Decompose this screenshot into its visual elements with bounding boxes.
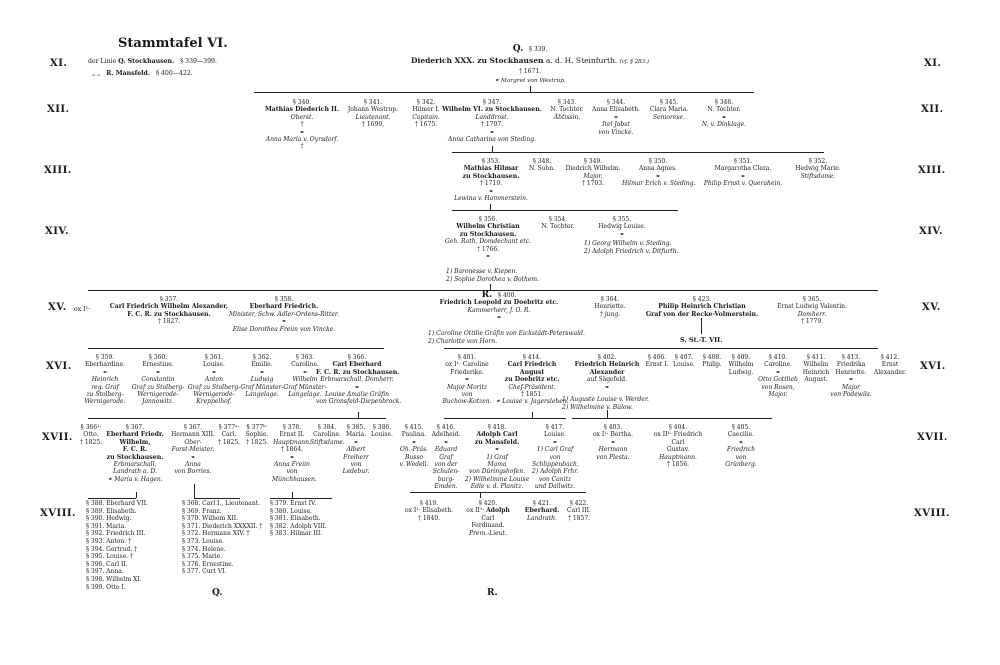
footer-line-r: R. [487, 588, 498, 598]
connector [254, 92, 754, 93]
person-357: § 357. Carl Friedrich Wilhelm Alexander, F. C. R. zu Stockhausen. † 1827. [109, 296, 229, 326]
gen-label-right-15: XV. [922, 302, 941, 313]
person-366a: § 366¹· Otto. † 1825. [79, 424, 103, 446]
person-359: § 359. Eberhardine. ⚭ Heinrich reg. Graf zu Stolberg- Wernigerode. [84, 354, 126, 406]
connector [452, 210, 678, 211]
person-349: § 349. Diedrich Wilhelm. Major. † 1703. [565, 158, 621, 188]
person-360: § 360. Ernestine. ⚭ Constantin Graf zu Stolberg- Wernigerode- Jannowitz. [131, 354, 185, 406]
gen-label-left-18: XVIII. [40, 508, 77, 519]
connector [88, 418, 386, 419]
person-358: § 358. Eberhard Friedrich. Minister, Schw. Adler-Ordens-Ritter. ⚭ Elise Dorothea Freiin von Vincke. [228, 296, 340, 333]
connector [194, 484, 195, 498]
person-402-spouses: 1) Auguste Louise v. Werder. 2) Wilhelmine v. Bülow. [562, 396, 649, 411]
marker-ox1: ox I¹· [74, 306, 91, 313]
gen-label-right-13: XIII. [918, 165, 946, 176]
person-402: § 402. Friedrich Heinrich Alexander auf Sägefeld. ⚭ [574, 354, 640, 391]
gen-label-left-17: XVII. [42, 432, 73, 443]
person-423: § 423. Philip Heinrich Christian Graf von der Recke-Volmerstein. [645, 296, 759, 318]
person-406: § 406. Ernst I. [645, 354, 669, 369]
person-420: § 420. ox II¹· Adolph Carl Ferdinand. Prem.-Lieut. [466, 500, 510, 537]
person-342: § 342. Hilmer I. Capitain. † 1675. [412, 99, 440, 129]
person-408: § 408. Philip. [702, 354, 722, 369]
person-367b: § 367. Hermann XIII. Ober- Forst-Meister. ⚭ Anna von Borries. [171, 424, 215, 476]
person-356: § 356. Wilhelm Christian zu Stockhausen. Geh. Rath, Domdechant etc. † 1766. ⚭ [444, 216, 532, 261]
person-386: § 386. Louise. [371, 424, 393, 439]
person-400: R. § 400. Friedrich Leopold zu Doebritz etc. Kammerherr, J. O. R. ⚭ [439, 290, 559, 322]
connector [444, 418, 566, 419]
person-378: § 378. Ernst II. Hauptmann. † 1864. ⚭ Anna Freiin von Münchhausen. [272, 424, 317, 483]
person-367: § 367. Eberhard Friedr. Wilhelm, F. C. R. zu Stockhausen. Erbmarschall, Landrath a. D. ⚭ Maria v. Hagen. [106, 424, 164, 483]
person-352: § 352. Hedwig Marie. Stiftsdame. [795, 158, 841, 180]
gen-label-right-17: XVII. [917, 432, 948, 443]
person-348: § 348. N. Sohn. [528, 158, 556, 173]
person-354: § 354. N. Tochter. [541, 216, 575, 231]
person-366: § 366. Carl Eberhard F. C. R. zu Stockhausen. Erbmarschall, Domherr. ⚭ Louise Amalie Gräfin von Gronsfeld-Diepenbrock. [316, 354, 402, 406]
gen-label-left-15: XV. [48, 302, 67, 313]
person-340: § 340. Mathias Diederich II. Oberst. † ⚭ Anna Maria v. Oyrsdorf. † [264, 99, 340, 151]
person-422: § 422. Carl III. † 1857. [567, 500, 591, 522]
gen-label-left-13: XIII. [44, 165, 72, 176]
connector [452, 152, 824, 153]
person-363: § 363. Caroline. ⚭ Wilhelm Graf Münster- Langelage. [283, 354, 327, 399]
children-list-367b: § 368. Carl I., Lieutenant. § 369. Franz. § 370. Wilhem XII. § 371. Diederich XXXXII. † § 372. Hermann XIV. † § 373. Louise. § 374. Helene. § 375. Marie. § 376. Ernestine. § 377. Curt VI. [182, 500, 263, 576]
gen-label-right-18: XVIII. [914, 508, 951, 519]
gen-label-right-12: XII. [921, 104, 944, 115]
person-404: § 404. ox II¹· Friedrich Carl Gustav. Hauptmann. † 1856. [653, 424, 703, 469]
person-384: § 384. Caroline. Stiftsdame. [310, 424, 345, 446]
person-341: § 341. Johann Westrup. Lieutenant. † 1699. [347, 99, 399, 129]
gen-label-right-11: XI. [924, 58, 942, 69]
person-400-spouses: 1) Caroline Ottilie Gräfin von Eickstädt-Peterswald. 2) Charlotte von Horn. [428, 330, 585, 345]
person-361: § 361. Louise. ⚭ Anton Graf zu Stolberg- Wernigerode- Kreppelhof. [187, 354, 241, 406]
person-365: § 365. Ernst Ludwig Valentin. Domherr. † 1779. [777, 296, 847, 326]
connector [701, 318, 702, 334]
person-414: § 414. Carl Friedrich August zu Doebritz etc. Chef-Präsident. † 1851. ⚭ Louise v. Jagersleben. [495, 354, 569, 406]
person-413: § 413. Friedrika Henriette. ⚭ Major von Podewils. [830, 354, 872, 399]
children-list-378: § 379. Ernst IV. § 380. Louise. § 381. Elisabeth. § 382. Adolph VIII. § 383. Hilmar III. [270, 500, 327, 538]
person-415: § 415. Paulina. ⚭ Oh.-Präs. Busso v. Wedell. [399, 424, 429, 469]
person-344: § 344. Anna Elisabeth. ⚭ Itel Jobst von Vincke. [592, 99, 640, 136]
gen-label-right-14: XIV. [919, 226, 943, 237]
person-409: § 409. Wilhelm Ludwig. [728, 354, 754, 376]
person-347: § 347. Wilhelm VI. zu Stockhausen. Landdrost. † 1707. ⚭ Anna Catharina von Steding. [442, 99, 542, 144]
connector [88, 498, 136, 499]
connector [270, 498, 332, 499]
connector [444, 348, 878, 349]
connector [194, 498, 240, 499]
connector [136, 492, 137, 498]
person-403: § 403. ox I¹· Bertha. ⚭ Hermann von Plesta. [592, 424, 634, 461]
person-401: § 401. ox I¹· Caroline Friederike. ⚭ Major Moritz von Buchow-Kotzen. [442, 354, 492, 406]
person-377a: § 377ᵃ· Carl. † 1825. [217, 424, 241, 446]
person-385: § 385. Maria. ⚭ Albert Freiherr von Ledebur. [342, 424, 370, 476]
person-377b: § 377ᵇ· Sophie. † 1825. [245, 424, 269, 446]
progenitor-spouse: ⚭ Margret von Westrup. [494, 78, 566, 84]
person-362: § 362. Emilie. ⚭ Ludwig Graf Münster- Langelage. [240, 354, 284, 399]
person-355-spouses: 1) Georg Wilhelm v. Steding. 2) Adolph Friedrich v. Ditfurth. [584, 240, 679, 255]
gen-label-left-14: XIV. [45, 226, 69, 237]
connector [88, 348, 384, 349]
connector [410, 492, 586, 493]
gen-label-left-11: XI. [50, 58, 68, 69]
person-407: § 407. Louise. [673, 354, 695, 369]
person-346: § 346. N. Tochter. ⚭ N. v. Dinklage. [701, 99, 747, 129]
person-419: § 419. ox I¹· Elisabeth. † 1840. [405, 500, 453, 522]
person-418: § 418. Adolph Carl zu Mansfeld. ⚭ 1) Graf Mama von Düringshofen. 2) Wilhelmine Louise Edle v. d. Planitz. [464, 424, 530, 491]
gen-label-left-16: XVI. [46, 361, 72, 372]
person-364: § 364. Henriette. † jung. [594, 296, 626, 318]
line-q-legend: der Linie Q. Stockhausen. § 339—399. [88, 58, 217, 65]
footer-line-q: Q. [212, 588, 223, 598]
person-353: § 353. Mathias Hilmar zu Stockhausen. † 1719. ⚭ Lewina v. Hammerstein. [454, 158, 528, 203]
person-421: § 421. Eberhard. Landrath. [524, 500, 560, 522]
person-356-spouses: 1) Baronesse v. Kiepen. 2) Sophie Dorothea v. Bothem. [446, 268, 540, 283]
progenitor-name: Diederich XXX. zu Stockhausen a. d. H. Steinfurth. (cf. § 283.) [410, 56, 650, 65]
progenitor-header: Q. § 339. [512, 44, 548, 54]
person-355: § 355. Hedwig Louise. ⚭ [598, 216, 646, 238]
person-343: § 343. N. Tochter. Äbtissin. [550, 99, 584, 121]
person-345: § 345. Clara Maria. Seniorese. [649, 99, 689, 121]
person-411: § 411. Wilhelm Heinrich August. [802, 354, 830, 384]
children-list-367: § 388. Eberhard VII. § 389. Elisabeth. § 390. Hedwig. § 391. Maria. § 392. Friedrich III. § 393. Anton. † § 394. Gertrud. † § 395. Louise. † § 396. Carl II. § 397. Anna. § 398. Wilhelm XI. § 399. Otto I. [86, 500, 148, 591]
person-416: § 416. Adelheid. ⚭ Eduard Graf von der Schulen- burg- Emden. [431, 424, 461, 491]
person-405: § 405. Caecilie. ⚭ Friedrich von Grünberg. [725, 424, 757, 469]
person-412: § 412. Ernst Alexander. [873, 354, 907, 376]
person-350: § 350. Anna Agnes. ⚭ Hilmar Erich v. Steding. [622, 158, 696, 188]
gen-label-right-16: XVI. [920, 361, 946, 372]
line-r-legend: „ „ R. Mansfeld. § 400—422. [92, 70, 193, 77]
person-417: § 417. Louise. ⚭ 1) Carl Graf von Schlippenbach. 2) Adolph Frhr. von Canitz und Dallwitz. [532, 424, 579, 491]
connector [607, 410, 608, 418]
page-title: Stammtafel VI. [118, 36, 228, 51]
connector [572, 418, 772, 419]
person-351: § 351. Margarotha Clara. ⚭ Philip Ernst v. Querahein. [703, 158, 783, 188]
progenitor-death: † 1671. [518, 68, 542, 75]
cross-reference: S. St.-T. VII. [680, 336, 723, 344]
gen-label-left-12: XII. [47, 104, 70, 115]
person-410: § 410. Caroline. ⚭ Otto Gottlieb von Rosen, Major. [758, 354, 798, 399]
